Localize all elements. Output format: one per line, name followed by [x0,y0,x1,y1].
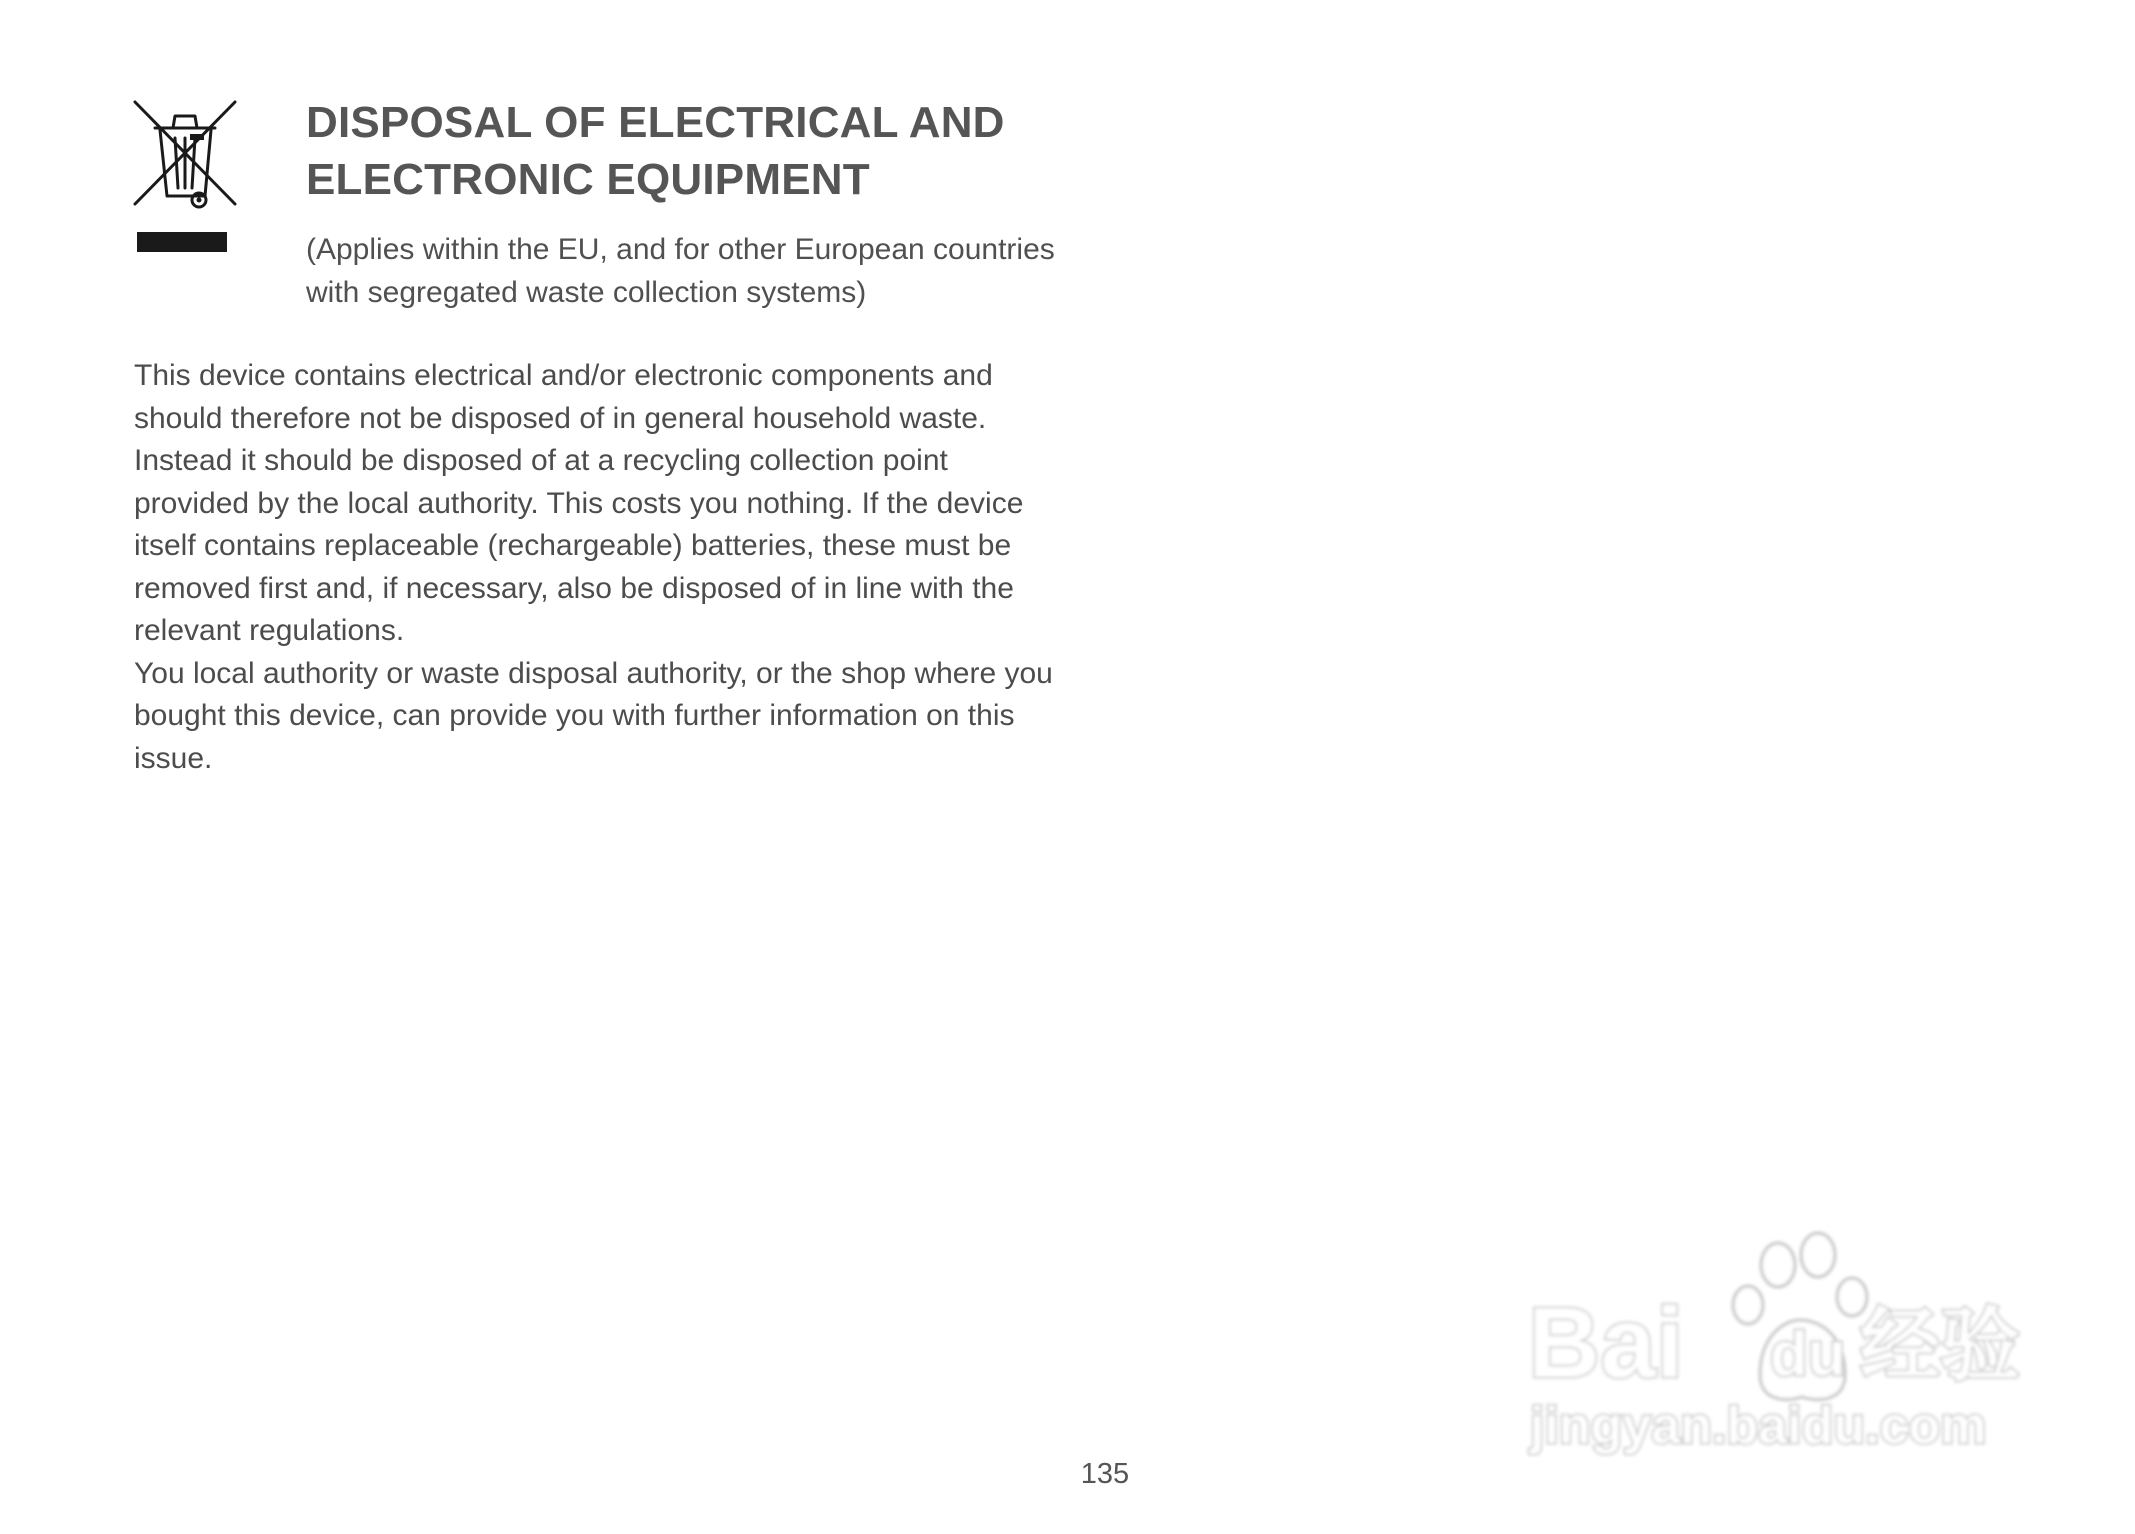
body-line: should therefore not be disposed of in general household waste. [134,401,987,435]
body-line: relevant regulations. [134,614,405,647]
watermark-cn: 经验 [1860,1301,2020,1390]
body-line: issue. [134,741,213,775]
crossed-out-wheelie-bin-icon [133,100,237,256]
watermark-brand-2: du [1770,1320,1846,1389]
page-title [306,94,1126,208]
watermark-url: jingyan.baidu.com [1530,1397,1987,1455]
subtitle-line: with segregated waste collection systems) [306,276,867,309]
body-line: You local authority or waste disposal authority, or the shop where you [134,656,1053,690]
page-number: 135 [1080,1458,1130,1490]
body-line: provided by the local authority. This costs you nothing. If the device [134,486,1024,520]
title-line: DISPOSAL OF ELECTRICAL AND [306,98,1005,147]
title-line: ELECTRONIC EQUIPMENT [306,155,870,204]
body-line: This device contains electrical and/or electronic components and [134,359,993,392]
body-line: itself contains replaceable (rechargeable) batteries, these must be [134,529,1012,562]
body-text [134,355,1134,780]
watermark-brand: Bai [1528,1287,1684,1399]
body-line: Instead it should be disposed of at a recycling collection point [134,444,948,477]
body-line: bought this device, can provide you with further information on this [134,699,1015,732]
applicability-note [306,228,1126,314]
subtitle-line: (Applies within the EU, and for other European countries [306,233,1055,266]
body-line: removed first and, if necessary, also be disposed of in line with the [134,571,1014,605]
baidu-jingyan-watermark [1520,1225,2030,1465]
